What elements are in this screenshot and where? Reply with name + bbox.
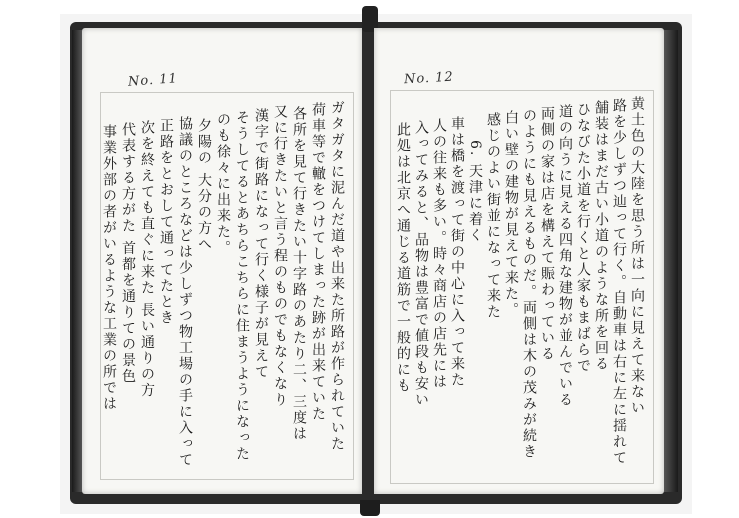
right-column-4: ひなびた小道を行くと人家もまばらで [575, 102, 591, 374]
left-column-9: 協議のところなどは少しずつ物工場の手に入って [177, 116, 193, 468]
left-column-2: 荷車等で轍をつけてしまった跡が出来ていた [310, 102, 326, 422]
left-column-7: のも徐々に出来た。 [215, 112, 231, 256]
right-column-12: 人の往来も多い。時々商店の店先には [431, 118, 447, 390]
left-column-10: 正路をとおして通ってたとき [158, 118, 174, 326]
left-column-3: 各所を見て行きたい十字路のあたり二、三度は [291, 106, 307, 442]
right-column-8: 白い壁の建物が見えて来た。 [503, 110, 519, 318]
right-column-14: 此処は北京へ通じる道筋で一般的にも [395, 122, 411, 394]
right-page-number: No. 12 [403, 69, 455, 88]
right-column-13: 入ってみると、品物は豊富で値段も安い [413, 120, 429, 408]
left-column-1: ガタガタに泥んだ道や出来た所路が作られていた [329, 100, 345, 452]
right-column-9: 感じのよい街並になって来た [485, 112, 501, 320]
left-page-number: No. 11 [127, 71, 179, 90]
right-column-11: 車は橋を渡って街の中心に入って来た [449, 116, 465, 388]
right-column-1: 黄土色の大陸を思う所は一向に見えて来ない [629, 96, 645, 416]
left-column-8: 夕陽の 大分の方へ [196, 118, 212, 253]
left-column-6: そうしてるとあちらこちらに住まうようになった [234, 110, 250, 462]
right-column-7: のようにも見えるものだ。両側は木の茂みが続き [521, 108, 537, 460]
left-column-13: 事業外部の者がいるような工業の所では [101, 124, 117, 412]
left-column-4: 又に行きたいと言う程のものでもなくなり [272, 104, 288, 408]
right-column-6: 両側の家は店を構えて賑わっている [539, 106, 555, 362]
right-column-10-heading: 6. 天津に着く [467, 140, 483, 244]
spine-bottom-tab [360, 500, 380, 516]
left-column-12: 代表する方がた 首都を通りての景色 [120, 122, 136, 385]
right-column-5: 道の向うに見える四角な建物が並んでいる [557, 104, 573, 408]
left-column-11: 次を終えても直ぐに来た 長い通りの方 [139, 120, 155, 399]
right-column-2: 路を少しずつ辿って行く。自動車は右に左に揺れて [611, 98, 627, 466]
left-column-5: 漢字で街路になって行く様子が見えて [253, 108, 269, 380]
left-page-edge [72, 30, 82, 492]
right-page-edge [664, 30, 678, 492]
right-column-3: 舗装はまだ古い小道のような所を回る [593, 100, 609, 372]
